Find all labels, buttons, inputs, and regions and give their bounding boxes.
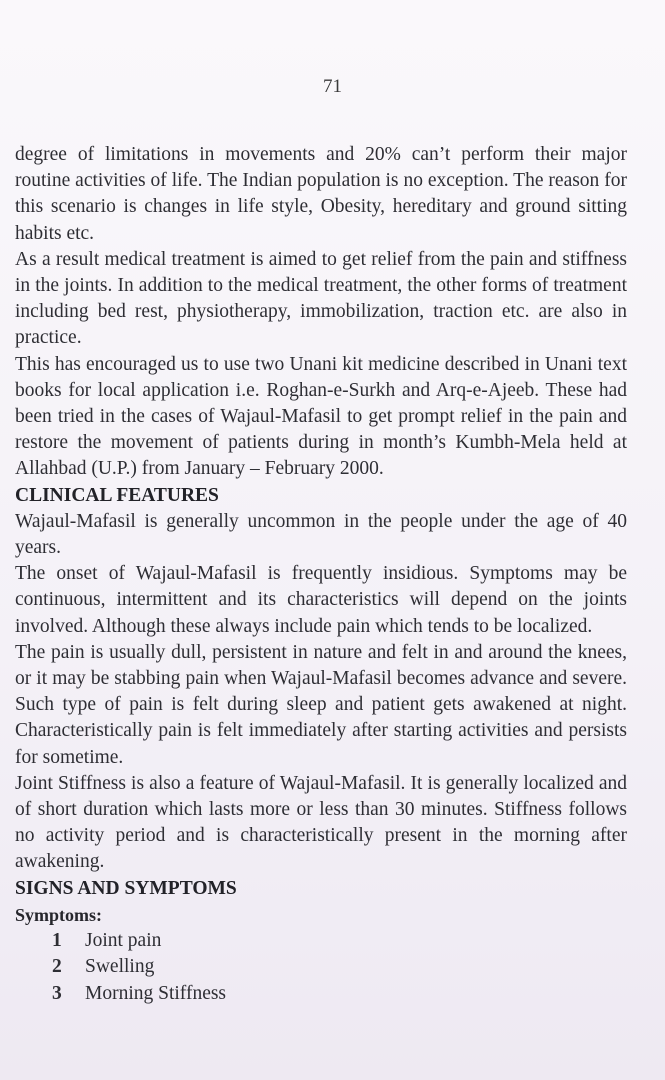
paragraph-age: Wajaul-Mafasil is generally uncommon in the people under the age of 40 years. bbox=[15, 510, 627, 559]
paragraph-unani-kit: This has encouraged us to use two Unani kit medicine described in Unani text books for local application i.e. Roghan-e-Surkh and Arq-e-Ajeeb. These had been tried in the cases of Wajaul-Mafasil to get prompt relief in the pain and restore the movement of patients during in month’s Kumbh-Mela held at Allahbad (U.P.) from January – February 2000. bbox=[15, 353, 627, 480]
subheading-symptoms: Symptoms: bbox=[15, 904, 103, 925]
list-item-text: Swelling bbox=[85, 956, 155, 978]
list-item bbox=[52, 928, 627, 954]
page-number: 71 bbox=[323, 76, 342, 97]
paragraph-stiffness: Joint Stiffness is also a feature of Wajaul-Mafasil. It is generally localized and of short duration which lasts more or less than 30 minutes. Stiffness follows no activity period and is characteristically present in the morning after awakening. bbox=[15, 772, 627, 873]
page-body bbox=[15, 142, 627, 1007]
list-item bbox=[52, 954, 627, 980]
list-item-text: Morning Stiffness bbox=[85, 982, 227, 1004]
paragraph-limitations: degree of limitations in movements and 20% can’t perform their major routine activities of life. The Indian population is no exception. The reason for this scenario is changes in life style, Obesity, hereditary and ground sitting habits etc. bbox=[15, 144, 627, 244]
paragraph-onset: The onset of Wajaul-Mafasil is frequently insidious. Symptoms may be continuous, intermittent and its characteristics will depend on the joints involved. Although these always include pain which tends to be localized. bbox=[15, 563, 627, 637]
list-item-number: 3 bbox=[52, 982, 62, 1004]
list-item-number: 2 bbox=[52, 956, 62, 978]
symptoms-list bbox=[15, 928, 627, 1007]
heading-clinical-features: CLINICAL FEATURES bbox=[15, 484, 219, 506]
list-item-text: Joint pain bbox=[85, 930, 162, 952]
list-item-number: 1 bbox=[52, 930, 62, 952]
paragraph-pain: The pain is usually dull, persistent in nature and felt in and around the knees, or it may be stabbing pain when Wajaul-Mafasil becomes advance and severe. Such type of pain is felt during sleep and patient gets awakened at night. Characteristically pain is felt immediately after starting activities and persists for sometime. bbox=[15, 641, 627, 768]
list-item bbox=[52, 981, 627, 1007]
heading-signs-and-symptoms: SIGNS AND SYMPTOMS bbox=[15, 877, 237, 899]
paragraph-medical-treatment: As a result medical treatment is aimed to get relief from the pain and stiffness in the joints. In addition to the medical treatment, the other forms of treatment including bed rest, physiotherapy, immobilization, traction etc. are also in practice. bbox=[15, 248, 627, 349]
